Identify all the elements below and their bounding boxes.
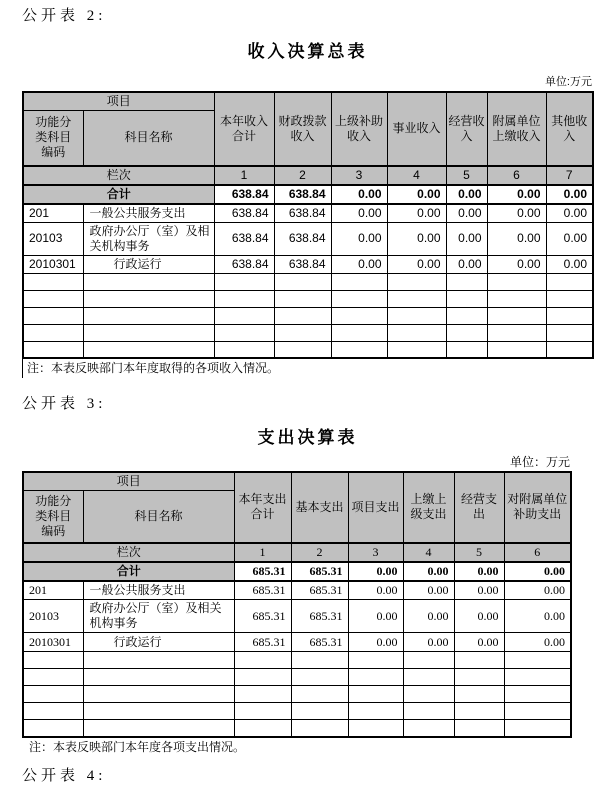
value-cell: 685.31 xyxy=(291,600,348,633)
subject-name-cell: 一般公共服务支出 xyxy=(83,204,214,223)
table-row xyxy=(23,600,571,633)
column-header-fiscal-grant: 财政拨款收入 xyxy=(274,92,331,166)
empty-row xyxy=(23,652,571,669)
value-cell: 0.00 xyxy=(387,255,446,273)
table-row xyxy=(23,581,571,600)
column-header-superior-subsidy: 上级补助收入 xyxy=(331,92,387,166)
empty-cell xyxy=(331,307,387,324)
value-cell: 0.00 xyxy=(403,581,454,600)
empty-cell xyxy=(403,686,454,703)
empty-cell xyxy=(348,720,403,737)
value-cell: 0.00 xyxy=(446,255,487,273)
column-header-basic-expense: 基本支出 xyxy=(291,472,348,543)
empty-cell xyxy=(446,307,487,324)
empty-cell xyxy=(331,273,387,290)
column-header-project-expense: 项目支出 xyxy=(348,472,403,543)
empty-cell xyxy=(546,290,593,307)
empty-cell xyxy=(348,652,403,669)
income-total-row xyxy=(23,185,593,204)
value-cell: 0.00 xyxy=(331,204,387,223)
subject-name-cell: 一般公共服务支出 xyxy=(83,581,234,600)
empty-cell xyxy=(83,273,214,290)
empty-cell xyxy=(234,703,291,720)
column-header-remit-superior: 上缴上级支出 xyxy=(403,472,454,543)
empty-cell xyxy=(214,341,274,358)
empty-cell xyxy=(546,307,593,324)
value-cell: 0.00 xyxy=(446,222,487,255)
value-cell: 0.00 xyxy=(331,222,387,255)
empty-cell xyxy=(291,686,348,703)
empty-cell xyxy=(331,324,387,341)
rank-number-cell: 5 xyxy=(454,543,504,562)
subject-name-cell: 行政运行 xyxy=(83,255,214,273)
value-cell: 0.00 xyxy=(546,204,593,223)
empty-cell xyxy=(291,669,348,686)
empty-cell xyxy=(83,686,234,703)
empty-cell xyxy=(348,669,403,686)
value-cell: 0.00 xyxy=(546,255,593,273)
empty-cell xyxy=(387,290,446,307)
rank-number-cell: 6 xyxy=(487,166,546,185)
expense-rank-row xyxy=(23,543,571,562)
rank-number-cell: 5 xyxy=(446,166,487,185)
empty-cell xyxy=(23,720,83,737)
empty-cell xyxy=(546,273,593,290)
code-header-cell: 功能分类科目编码 xyxy=(23,491,83,543)
value-cell: 0.00 xyxy=(403,600,454,633)
value-cell: 638.84 xyxy=(274,222,331,255)
empty-row xyxy=(23,703,571,720)
income-rank-row xyxy=(23,166,593,185)
empty-cell xyxy=(23,703,83,720)
table-row xyxy=(23,255,593,273)
total-value-cell: 0.00 xyxy=(348,562,403,581)
total-value-cell: 685.31 xyxy=(291,562,348,581)
empty-cell xyxy=(83,290,214,307)
column-header-total-expense: 本年支出合计 xyxy=(234,472,291,543)
empty-cell xyxy=(234,652,291,669)
empty-cell xyxy=(446,290,487,307)
empty-cell xyxy=(454,720,504,737)
value-cell: 685.31 xyxy=(291,581,348,600)
value-cell: 0.00 xyxy=(454,600,504,633)
total-label-cell: 合计 xyxy=(23,185,214,204)
value-cell: 0.00 xyxy=(331,255,387,273)
empty-cell xyxy=(454,652,504,669)
rank-number-cell: 4 xyxy=(403,543,454,562)
empty-cell xyxy=(387,341,446,358)
column-header-other-income: 其他收入 xyxy=(546,92,593,166)
value-cell: 685.31 xyxy=(291,633,348,652)
empty-cell xyxy=(274,341,331,358)
code-cell: 20103 xyxy=(23,222,83,255)
empty-cell xyxy=(546,341,593,358)
rank-number-cell: 2 xyxy=(291,543,348,562)
value-cell: 685.31 xyxy=(234,581,291,600)
code-cell: 201 xyxy=(23,204,83,223)
expense-table-title: 支出决算表 xyxy=(257,428,358,447)
empty-cell xyxy=(23,652,83,669)
empty-cell xyxy=(487,273,546,290)
total-value-cell: 0.00 xyxy=(387,185,446,204)
rank-label-cell: 栏次 xyxy=(23,543,234,562)
empty-row xyxy=(23,341,593,358)
code-cell: 201 xyxy=(23,581,83,600)
empty-cell xyxy=(504,720,571,737)
value-cell: 0.00 xyxy=(348,600,403,633)
section-label-table-4: 公开表 4: xyxy=(22,767,107,784)
expense-table xyxy=(22,471,572,738)
empty-cell xyxy=(234,720,291,737)
rank-label-cell: 栏次 xyxy=(23,166,214,185)
value-cell: 0.00 xyxy=(454,581,504,600)
value-cell: 0.00 xyxy=(487,204,546,223)
value-cell: 0.00 xyxy=(504,633,571,652)
value-cell: 0.00 xyxy=(504,581,571,600)
total-value-cell: 0.00 xyxy=(504,562,571,581)
total-value-cell: 0.00 xyxy=(446,185,487,204)
rank-number-cell: 6 xyxy=(504,543,571,562)
column-header-business-expense: 经营支出 xyxy=(454,472,504,543)
code-cell: 2010301 xyxy=(23,633,83,652)
value-cell: 0.00 xyxy=(403,633,454,652)
value-cell: 0.00 xyxy=(546,222,593,255)
empty-cell xyxy=(23,324,83,341)
empty-row xyxy=(23,273,593,290)
empty-cell xyxy=(23,341,83,358)
empty-cell xyxy=(487,307,546,324)
total-value-cell: 638.84 xyxy=(214,185,274,204)
column-header-operating-income: 事业收入 xyxy=(387,92,446,166)
expense-total-row xyxy=(23,562,571,581)
table-row xyxy=(23,633,571,652)
table-row xyxy=(23,222,593,255)
section-label-table-2: 公开表 2: xyxy=(22,8,107,24)
empty-cell xyxy=(23,273,83,290)
empty-cell xyxy=(274,307,331,324)
value-cell: 685.31 xyxy=(234,633,291,652)
table-row xyxy=(23,204,593,223)
value-cell: 0.00 xyxy=(454,633,504,652)
project-header-cell: 项目 xyxy=(23,472,234,491)
subject-name-cell: 政府办公厅（室）及相关机构事务 xyxy=(83,600,234,633)
empty-cell xyxy=(348,703,403,720)
total-value-cell: 685.31 xyxy=(234,562,291,581)
empty-cell xyxy=(291,652,348,669)
total-value-cell: 638.84 xyxy=(274,185,331,204)
empty-cell xyxy=(23,307,83,324)
empty-row xyxy=(23,686,571,703)
empty-cell xyxy=(454,703,504,720)
empty-cell xyxy=(234,686,291,703)
empty-cell xyxy=(403,703,454,720)
subject-name-cell: 行政运行 xyxy=(83,633,234,652)
empty-cell xyxy=(214,290,274,307)
code-cell: 2010301 xyxy=(23,255,83,273)
value-cell: 0.00 xyxy=(387,222,446,255)
empty-row xyxy=(23,290,593,307)
empty-cell xyxy=(274,290,331,307)
value-cell: 0.00 xyxy=(348,581,403,600)
rank-number-cell: 1 xyxy=(234,543,291,562)
empty-cell xyxy=(83,720,234,737)
subject-header-cell: 科目名称 xyxy=(83,111,214,166)
rank-number-cell: 2 xyxy=(274,166,331,185)
empty-cell xyxy=(454,669,504,686)
column-header-total-income: 本年收入合计 xyxy=(214,92,274,166)
empty-row xyxy=(23,669,571,686)
income-table-unit: 单位:万元 xyxy=(544,76,592,88)
expense-table-unit: 单位：万元 xyxy=(509,455,570,469)
empty-cell xyxy=(83,307,214,324)
expense-table-note: 注：本表反映部门本年度各项支出情况。 xyxy=(29,739,246,754)
empty-cell xyxy=(23,290,83,307)
income-table-note: 注：本表反映部门本年度取得的各项收入情况。 xyxy=(22,359,593,378)
total-value-cell: 0.00 xyxy=(454,562,504,581)
empty-cell xyxy=(291,703,348,720)
empty-cell xyxy=(403,669,454,686)
empty-cell xyxy=(387,273,446,290)
value-cell: 0.00 xyxy=(487,222,546,255)
subject-name-cell: 政府办公厅（室）及相关机构事务 xyxy=(83,222,214,255)
total-value-cell: 0.00 xyxy=(403,562,454,581)
empty-cell xyxy=(487,341,546,358)
total-value-cell: 0.00 xyxy=(331,185,387,204)
total-value-cell: 0.00 xyxy=(487,185,546,204)
empty-cell xyxy=(234,669,291,686)
empty-row xyxy=(23,324,593,341)
value-cell: 638.84 xyxy=(214,204,274,223)
empty-cell xyxy=(446,273,487,290)
rank-number-cell: 7 xyxy=(546,166,593,185)
empty-cell xyxy=(546,324,593,341)
code-header-cell: 功能分类科目编码 xyxy=(23,111,83,166)
empty-cell xyxy=(214,273,274,290)
value-cell: 0.00 xyxy=(446,204,487,223)
empty-cell xyxy=(487,290,546,307)
project-header-cell: 项目 xyxy=(23,92,214,111)
empty-cell xyxy=(214,324,274,341)
column-header-affiliate-subsidy: 对附属单位补助支出 xyxy=(504,472,571,543)
value-cell: 0.00 xyxy=(348,633,403,652)
total-value-cell: 0.00 xyxy=(546,185,593,204)
section-label-table-3: 公开表 3: xyxy=(22,396,107,412)
empty-cell xyxy=(331,341,387,358)
empty-cell xyxy=(23,686,83,703)
empty-cell xyxy=(83,703,234,720)
expense-header-row-project xyxy=(23,472,571,491)
empty-cell xyxy=(83,652,234,669)
rank-number-cell: 4 xyxy=(387,166,446,185)
empty-cell xyxy=(504,686,571,703)
empty-cell xyxy=(274,273,331,290)
column-header-affiliate-remit: 附属单位上缴收入 xyxy=(487,92,546,166)
rank-number-cell: 1 xyxy=(214,166,274,185)
income-table xyxy=(22,91,594,359)
value-cell: 638.84 xyxy=(214,255,274,273)
income-table-title: 收入决算总表 xyxy=(247,42,368,61)
empty-cell xyxy=(387,324,446,341)
value-cell: 638.84 xyxy=(214,222,274,255)
empty-cell xyxy=(403,652,454,669)
empty-cell xyxy=(331,290,387,307)
empty-cell xyxy=(83,341,214,358)
value-cell: 638.84 xyxy=(274,255,331,273)
total-label-cell: 合计 xyxy=(23,562,234,581)
value-cell: 685.31 xyxy=(234,600,291,633)
empty-cell xyxy=(446,341,487,358)
subject-header-cell: 科目名称 xyxy=(83,491,234,543)
empty-cell xyxy=(487,324,546,341)
empty-cell xyxy=(214,307,274,324)
empty-cell xyxy=(83,669,234,686)
empty-row xyxy=(23,720,571,737)
empty-cell xyxy=(504,652,571,669)
empty-cell xyxy=(83,324,214,341)
value-cell: 0.00 xyxy=(387,204,446,223)
empty-cell xyxy=(348,686,403,703)
empty-cell xyxy=(504,669,571,686)
value-cell: 638.84 xyxy=(274,204,331,223)
empty-cell xyxy=(403,720,454,737)
column-header-business-income: 经营收入 xyxy=(446,92,487,166)
rank-number-cell: 3 xyxy=(348,543,403,562)
empty-cell xyxy=(387,307,446,324)
rank-number-cell: 3 xyxy=(331,166,387,185)
empty-cell xyxy=(454,686,504,703)
empty-cell xyxy=(446,324,487,341)
empty-cell xyxy=(291,720,348,737)
code-cell: 20103 xyxy=(23,600,83,633)
value-cell: 0.00 xyxy=(504,600,571,633)
empty-cell xyxy=(23,669,83,686)
empty-row xyxy=(23,307,593,324)
empty-cell xyxy=(274,324,331,341)
empty-cell xyxy=(504,703,571,720)
income-header-row-project xyxy=(23,92,593,111)
value-cell: 0.00 xyxy=(487,255,546,273)
